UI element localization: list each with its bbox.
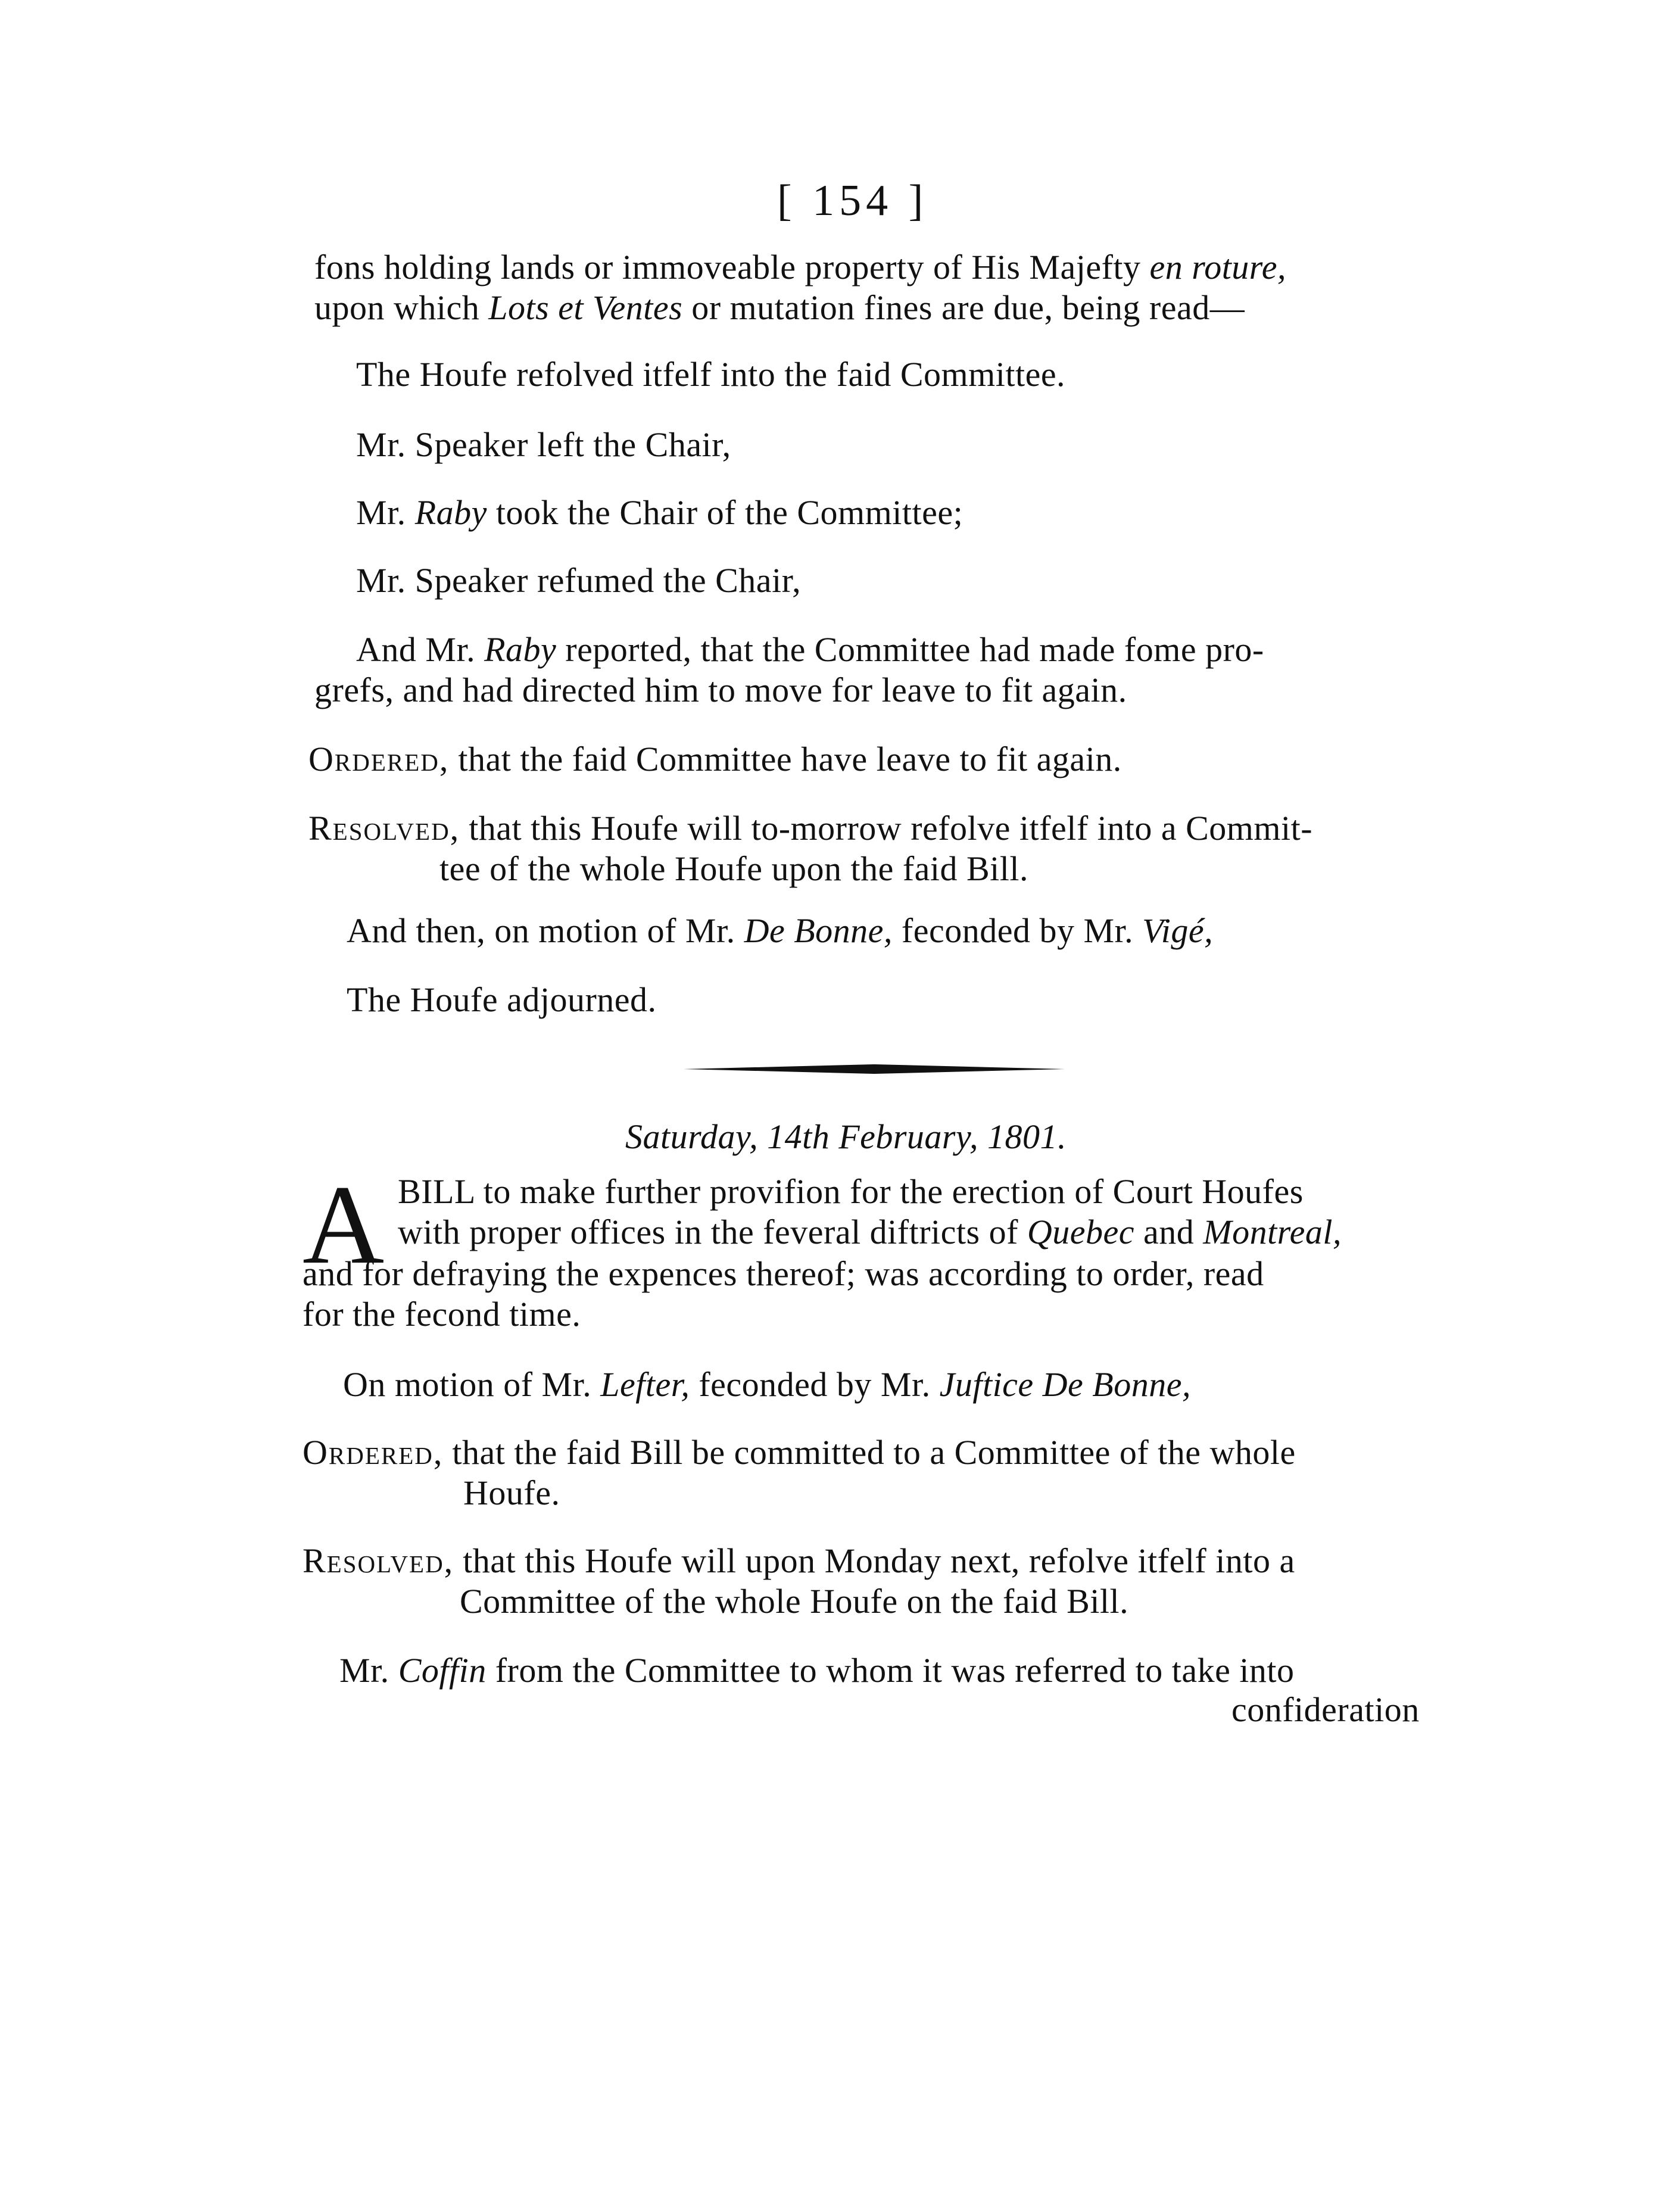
raby-reported-prefix: And Mr. <box>356 630 476 669</box>
resolved-heading: Resolved, <box>303 1541 454 1580</box>
raby-name: Raby <box>484 630 557 669</box>
motion2-line <box>343 1367 1191 1402</box>
resolved1-line1 <box>308 811 1312 846</box>
para1-line2-text-a: upon which <box>314 288 480 327</box>
resolved-heading: Resolved, <box>308 809 460 848</box>
coffin-line <box>339 1653 1295 1688</box>
justice-de-bonne-name: Juftice De Bonne, <box>939 1365 1191 1404</box>
bill-line2-and: and <box>1143 1213 1195 1251</box>
resolved2-text: that this Houfe will upon Monday next, refolve itfelf into a <box>463 1541 1295 1580</box>
ordered-heading: Ordered, <box>303 1433 444 1472</box>
bill-dropcap: A <box>303 1163 385 1288</box>
de-bonne-name: De Bonne, <box>744 911 893 950</box>
ordered1-text: that the faid Committee have leave to fit again. <box>458 740 1122 778</box>
coffin-name: Coffin <box>398 1651 487 1690</box>
para1-line1 <box>314 250 1286 285</box>
ordered2-text: that the faid Bill be committed to a Committee of the whole <box>452 1433 1296 1472</box>
page-number: [ 154 ] <box>777 176 928 225</box>
raby-took-suffix: took the Chair of the Committee; <box>495 493 964 532</box>
bill-line2 <box>398 1215 1342 1250</box>
speaker-left-line: Mr. Speaker left the Chair, <box>356 425 731 464</box>
resolved2-line1 <box>303 1541 1295 1580</box>
quebec-name: Quebec <box>1027 1213 1135 1251</box>
raby-reported-suffix: reported, that the Committee had made fome pro- <box>565 630 1264 669</box>
speaker-resumed-line: Mr. Speaker refumed the Chair, <box>356 561 802 600</box>
motion2-prefix: On motion of Mr. <box>343 1365 592 1404</box>
para1-line2-text-b: or mutation fines are due, being read— <box>691 288 1245 327</box>
raby-took-chair-line <box>356 493 964 532</box>
motion1-prefix: And then, on motion of Mr. <box>347 911 735 950</box>
coffin-prefix: Mr. <box>339 1651 389 1690</box>
raby-reported-line2: grefs, and had directed him to move for leave to fit again. <box>314 671 1127 709</box>
bill-line2-text: with proper offices in the feveral diftricts of <box>398 1213 1018 1251</box>
raby-reported-line1 <box>356 630 1264 669</box>
lots-et-ventes-term: Lots et Ventes <box>488 288 683 327</box>
resolved2-line2: Committee of the whole Houfe on the faid Bill. <box>460 1582 1129 1621</box>
raby-took-prefix: Mr. <box>356 493 406 532</box>
motion2-seconded: feconded by Mr. <box>699 1365 931 1404</box>
bill-line3: and for defraying the expences thereof; was according to order, read <box>303 1254 1264 1293</box>
bill-line4: for the fecond time. <box>303 1295 581 1334</box>
lester-name: Lefter, <box>600 1365 690 1404</box>
resolved1-line2: tee of the whole Houfe upon the faid Bill. <box>439 849 1029 888</box>
en-roture-term: en roture, <box>1149 248 1286 286</box>
montreal-name: Montreal, <box>1203 1213 1342 1251</box>
ordered-heading: Ordered, <box>308 740 450 778</box>
catchword: confideration <box>1231 1690 1420 1729</box>
ordered2-line2: Houfe. <box>463 1473 560 1512</box>
para1-line2 <box>314 288 1245 327</box>
motion1-seconded: feconded by Mr. <box>901 911 1134 950</box>
ordered1-line <box>308 742 1122 777</box>
ordered2-line1 <box>303 1435 1296 1470</box>
raby-name: Raby <box>414 493 487 532</box>
para1-line1-text: fons holding lands or immoveable property of His Majefty <box>314 248 1141 286</box>
section-divider-rule <box>684 1063 1065 1076</box>
vige-name: Vigé, <box>1142 911 1214 950</box>
coffin-text: from the Committee to whom it was referred to take into <box>495 1651 1295 1690</box>
house-committee-line: The Houfe refolved itfelf into the faid Committee. <box>356 355 1066 394</box>
adjourned-line: The Houfe adjourned. <box>347 980 657 1019</box>
resolved1-text: that this Houfe will to-morrow refolve itfelf into a Commit- <box>469 809 1313 848</box>
bill-line1: BILL to make further provifion for the erection of Court Houfes <box>398 1172 1304 1211</box>
motion1-line <box>347 911 1214 950</box>
date-heading: Saturday, 14th February, 1801. <box>625 1117 1067 1156</box>
